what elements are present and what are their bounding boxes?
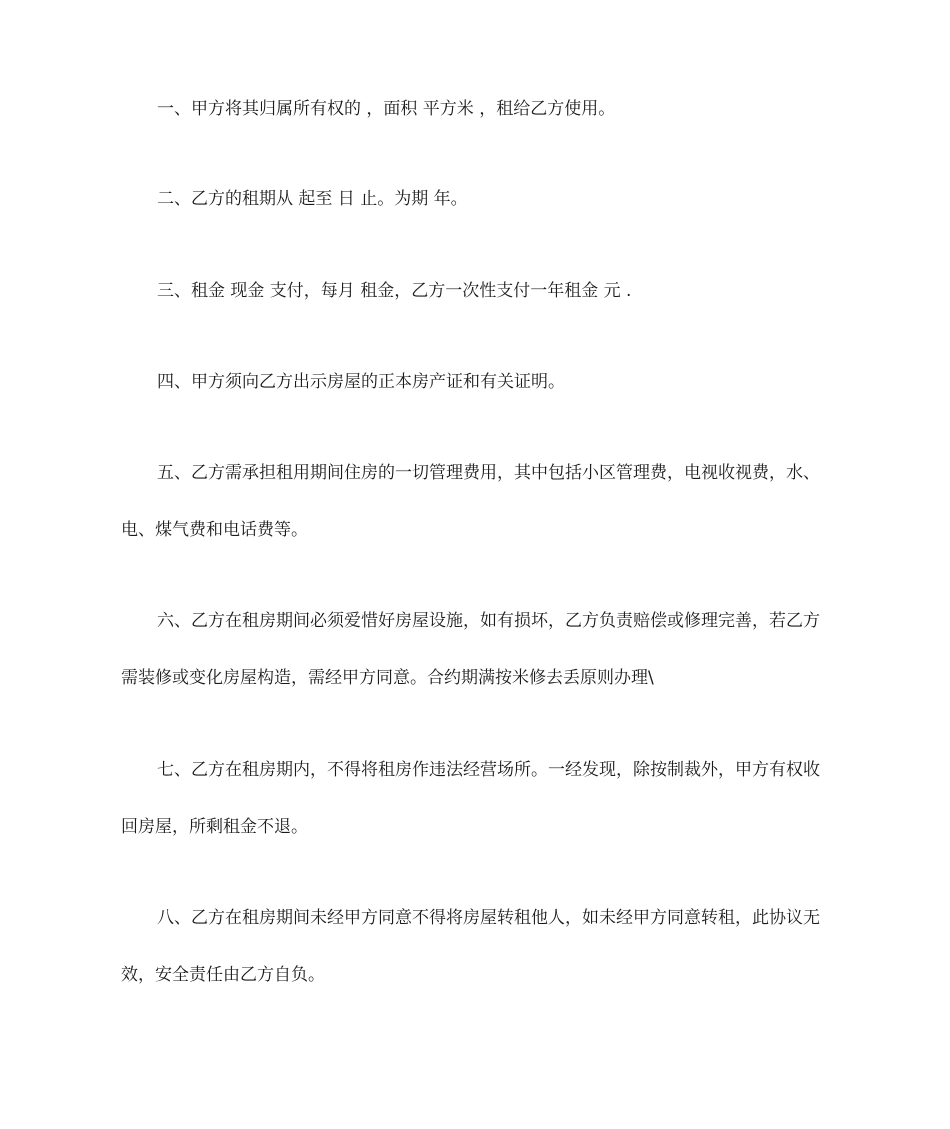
clause-4: 四、甲方须向乙方出示房屋的正本房产证和有关证明。: [157, 372, 565, 392]
clause-1: 一、甲方将其归属所有权的 ，面积 平方米 ，租给乙方使用。: [157, 99, 616, 119]
clause-6: 六、乙方在租房期间必须爱惜好房屋设施，如有损坏，乙方负责赔偿或修理完善，若乙方需装修或变化房屋构造，需经甲方同意。合约期满按米修去丢原则办理\: [121, 611, 820, 688]
clause-8: 八、乙方在租房期间未经甲方同意不得将房屋转租他人，如未经甲方同意转租，此协议无效，安全责任由乙方自负。: [121, 908, 820, 985]
clause-7: 七、乙方在租房期内，不得将租房作违法经营场所。一经发现，除按制裁外，甲方有权收回房屋，所剩租金不退。: [121, 760, 820, 837]
clause-3: 三、租金 现金 支付，每月 租金，乙方一次性支付一年租金 元 .: [157, 281, 632, 301]
clause-5: 五、乙方需承担租用期间住房的一切管理费用，其中包括小区管理费，电视收视费，水、电、煤气费和电话费等。: [121, 463, 820, 540]
clause-2: 二、乙方的租期从 起至 日 止。为期 年。: [157, 189, 468, 209]
